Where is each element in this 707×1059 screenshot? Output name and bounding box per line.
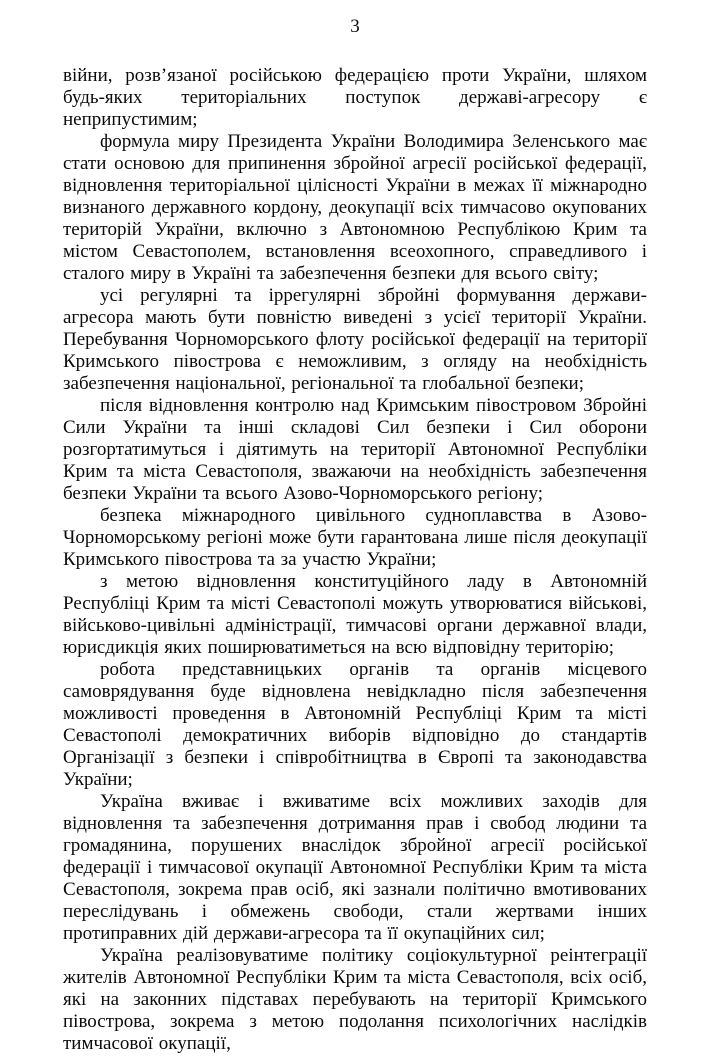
paragraph: Україна вживає і вживатиме всіх можливих заходів для відновлення та забезпечення дотримання прав і свобод людини та громадянина, порушених внаслідок збройної агресії російської федерації і тимчасової окупації Автономної Республіки Крим та міста Севастополя, зокрема прав осіб, які зазнали політично вмотивованих переслідувань і обмежень свободи, стали жертвами інших протиправних дій держави-агресора та її окупаційних сил; [63, 791, 647, 944]
page-number: 3 [350, 16, 360, 37]
paragraph: після відновлення контролю над Кримським півостровом Збройні Сили України та інші складові Сил безпеки і Сил оборони розгортатимуться і діятимуть на території Автономної Республіки Крим та міста Севастополя, зважаючи на необхідність забезпечення безпеки України та всього Азово-Чорноморського регіону; [63, 395, 647, 504]
paragraph: усі регулярні та іррегулярні збройні формування держави-агресора мають бути повністю виведені з усієї території України. Перебування Чорноморського флоту російської федерації на території Кримського півострова є неможливим, з огляду на необхідність забезпечення національної, регіональної та глобальної безпеки; [63, 285, 647, 394]
document-body [63, 65, 647, 1055]
paragraph: з метою відновлення конституційного ладу в Автономній Республіці Крим та місті Севастополі можуть утворюватися військові, військово-цивільні адміністрації, тимчасові органи державної влади, юрисдикція яких поширюватиметься на всю відповідну територію; [63, 571, 647, 658]
paragraph: безпека міжнародного цивільного судноплавства в Азово-Чорноморському регіоні може бути гарантована лише після деокупації Кримського півострова та за участю України; [63, 505, 647, 570]
paragraph: війни, розв’язаної російською федерацією проти України, шляхом будь-яких територіальних поступок державі-агресору є неприпустимим; [63, 65, 647, 130]
paragraph: формула миру Президента України Володимира Зеленського має стати основою для припинення збройної агресії російської федерації, відновлення територіальної цілісності України в межах її міжнародно визнаного державного кордону, деокупації всіх тимчасово окупованих територій України, включно з Автономною Республікою Крим та містом Севастополем, встановлення всеохопного, справедливого і сталого миру в Україні та забезпечення безпеки для всього світу; [63, 131, 647, 284]
paragraph: робота представницьких органів та органів місцевого самоврядування буде відновлена невідкладно після забезпечення можливості проведення в Автономній Республіці Крим та місті Севастополі демократичних виборів відповідно до стандартів Організації з безпеки і співробітництва в Європі та законодавства України; [63, 659, 647, 790]
paragraph: Україна реалізовуватиме політику соціокультурної реінтеграції жителів Автономної Республіки Крим та міста Севастополя, всіх осіб, які на законних підставах перебувають на території Кримського півострова, зокрема з метою подолання психологічних наслідків тимчасової окупації, [63, 945, 647, 1054]
